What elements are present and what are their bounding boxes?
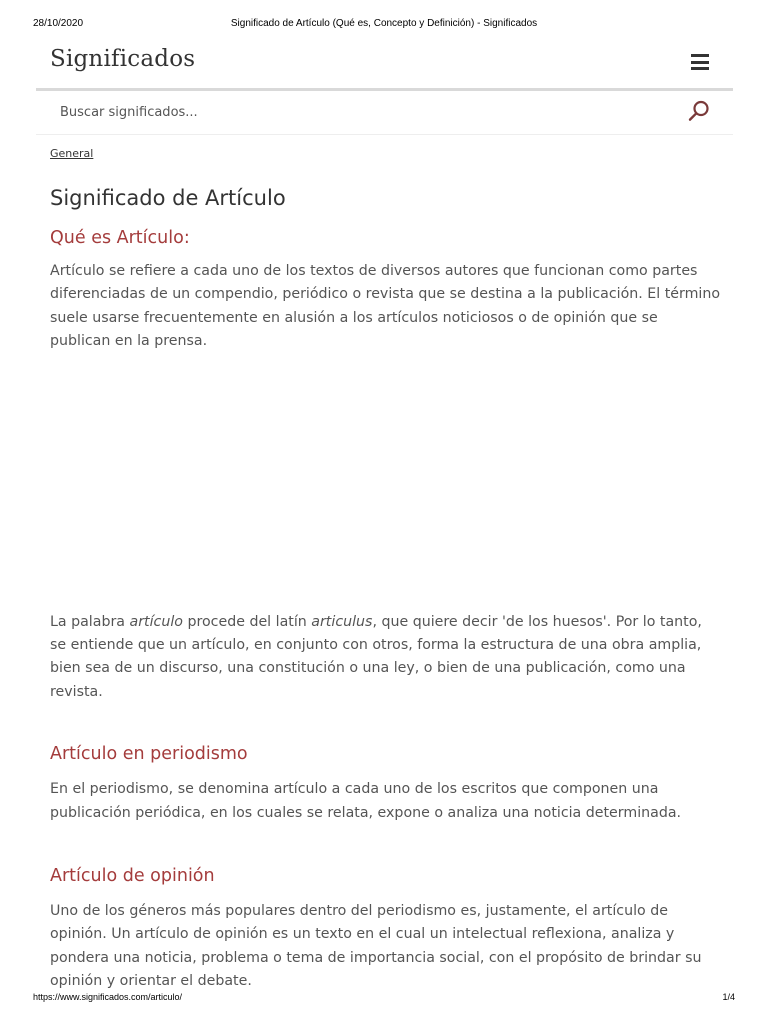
print-page-number: 1/4 bbox=[722, 992, 735, 1002]
hamburger-menu-icon[interactable] bbox=[691, 54, 709, 70]
page-title: Significado de Artículo bbox=[50, 186, 286, 210]
paragraph-opinion: Uno de los géneros más populares dentro del periodismo es, justamente, el artículo de opinión. Un artículo de opinión es un texto en el cual un intelectual reflexiona, analiza y pondera una noticia, problema o tema de importancia social, con el propósito de brindar su opinión y orientar el debate. bbox=[50, 903, 702, 990]
paragraph-periodismo: En el periodismo, se denomina artículo a cada uno de los escritos que componen una publicación periódica, en los cuales se relata, expone o analiza una noticia determinada. bbox=[50, 781, 682, 821]
menu-bar bbox=[691, 67, 709, 70]
menu-bar bbox=[691, 54, 709, 57]
italic-term: articulus bbox=[311, 613, 373, 630]
article-content bbox=[50, 144, 720, 994]
breadcrumb[interactable]: General bbox=[50, 147, 94, 160]
paragraph-que-es: Artículo se refiere a cada uno de los textos de diversos autores que funcionan como partes diferenciadas de un compendio, periódico o revista que se destina a la publicación. El término suele usarse frecuentemente en alusión a los artículos noticiosos o de opinión que se publican en la prensa. bbox=[50, 263, 721, 350]
print-footer bbox=[0, 992, 768, 1006]
search-icon[interactable] bbox=[687, 99, 711, 123]
section-heading-que-es: Qué es Artículo: bbox=[50, 228, 190, 248]
paragraph-etimologia bbox=[50, 611, 720, 705]
ad-space bbox=[50, 354, 720, 611]
site-header bbox=[36, 42, 733, 91]
search-input[interactable] bbox=[60, 100, 660, 124]
site-logo[interactable]: Significados bbox=[50, 46, 196, 72]
print-url: https://www.significados.com/articulo/ bbox=[33, 992, 183, 1002]
search-bar bbox=[36, 92, 733, 135]
italic-term: artículo bbox=[129, 613, 183, 630]
print-date: 28/10/2020 bbox=[33, 18, 84, 29]
section-heading-opinion: Artículo de opinión bbox=[50, 866, 215, 887]
section-heading-periodismo: Artículo en periodismo bbox=[50, 744, 248, 765]
text-span: La palabra bbox=[50, 613, 130, 630]
text-span: procede del latín bbox=[182, 613, 312, 630]
text-span: , que quiere decir 'de los huesos'. Por lo tanto, se entiende que un artículo, en conjunto con otros, forma la estructura de una obra amplia, bien sea de un discurso, una constitución o una ley, o bien de una publicación, como una revista. bbox=[50, 613, 702, 700]
print-header bbox=[0, 18, 768, 32]
menu-bar bbox=[691, 61, 709, 64]
print-document-title: Significado de Artículo (Qué es, Concepto y Definición) - Significados bbox=[230, 18, 538, 29]
